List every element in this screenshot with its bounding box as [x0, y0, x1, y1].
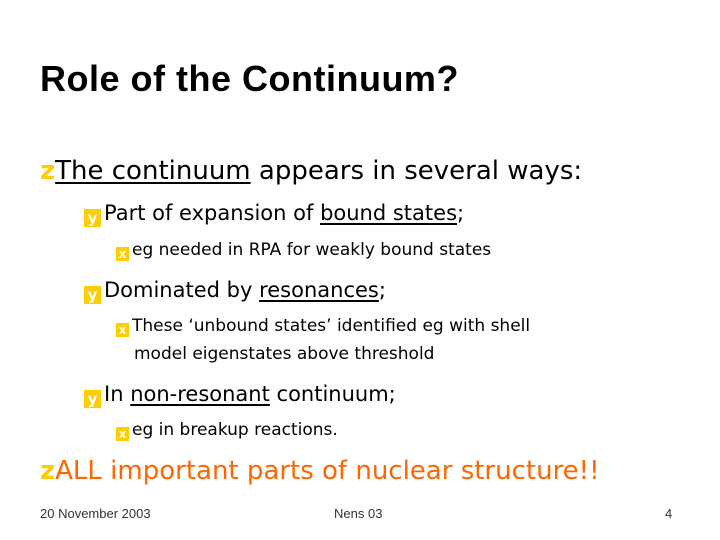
bullet-text-line2: model eigenstates above threshold [134, 344, 435, 364]
bullet-unbound-states [116, 316, 530, 337]
bullet-marker-y: y [84, 209, 101, 227]
bullet-text-suffix: ; [457, 201, 465, 225]
footer-conference: Nens 03 [334, 506, 383, 521]
bullet-unbound-states-continued [134, 344, 434, 364]
bullet-marker-x: x [116, 323, 129, 337]
bullet-marker-y: y [84, 390, 101, 408]
bullet-text-suffix: ; [378, 278, 386, 302]
bullet-marker-z: z [40, 456, 56, 486]
bullet-expansion-bound-states [84, 201, 464, 227]
bullet-text-line1: These ‘unbound states’ identified eg with shell [132, 316, 531, 336]
bullet-text: Part of expansion of [104, 201, 321, 225]
underlined-term: bound states [320, 201, 458, 225]
underlined-term: resonances [259, 278, 379, 302]
underlined-term: non-resonant [130, 382, 270, 406]
bullet-text: eg in breakup reactions. [132, 420, 338, 440]
footer-page-number: 4 [665, 506, 673, 521]
bullet-nuclear-structure [40, 456, 600, 486]
bullet-marker-x: x [116, 427, 129, 441]
bullet-text: eg needed in RPA for weakly bound states [132, 240, 492, 260]
footer-date: 20 November 2003 [40, 506, 151, 521]
bullet-marker-x: x [116, 247, 129, 261]
bullet-continuum-ways [40, 156, 582, 186]
bullet-text: ALL important parts of nuclear structure!! [55, 456, 600, 486]
title-divider [40, 110, 680, 112]
slide-title: Role of the Continuum? [40, 58, 459, 99]
bullet-resonances [84, 278, 386, 304]
bullet-text: Dominated by [104, 278, 260, 302]
bullet-text: appears in several ways: [250, 156, 583, 186]
bullet-text-suffix: continuum; [269, 382, 396, 406]
bullet-rpa-weakly-bound [116, 240, 491, 261]
bullet-non-resonant [84, 382, 396, 408]
bullet-marker-z: z [40, 156, 56, 186]
bullet-marker-y: y [84, 286, 101, 304]
bullet-breakup-reactions [116, 420, 338, 441]
underlined-term: The continuum [55, 156, 251, 186]
bullet-text: In [104, 382, 131, 406]
